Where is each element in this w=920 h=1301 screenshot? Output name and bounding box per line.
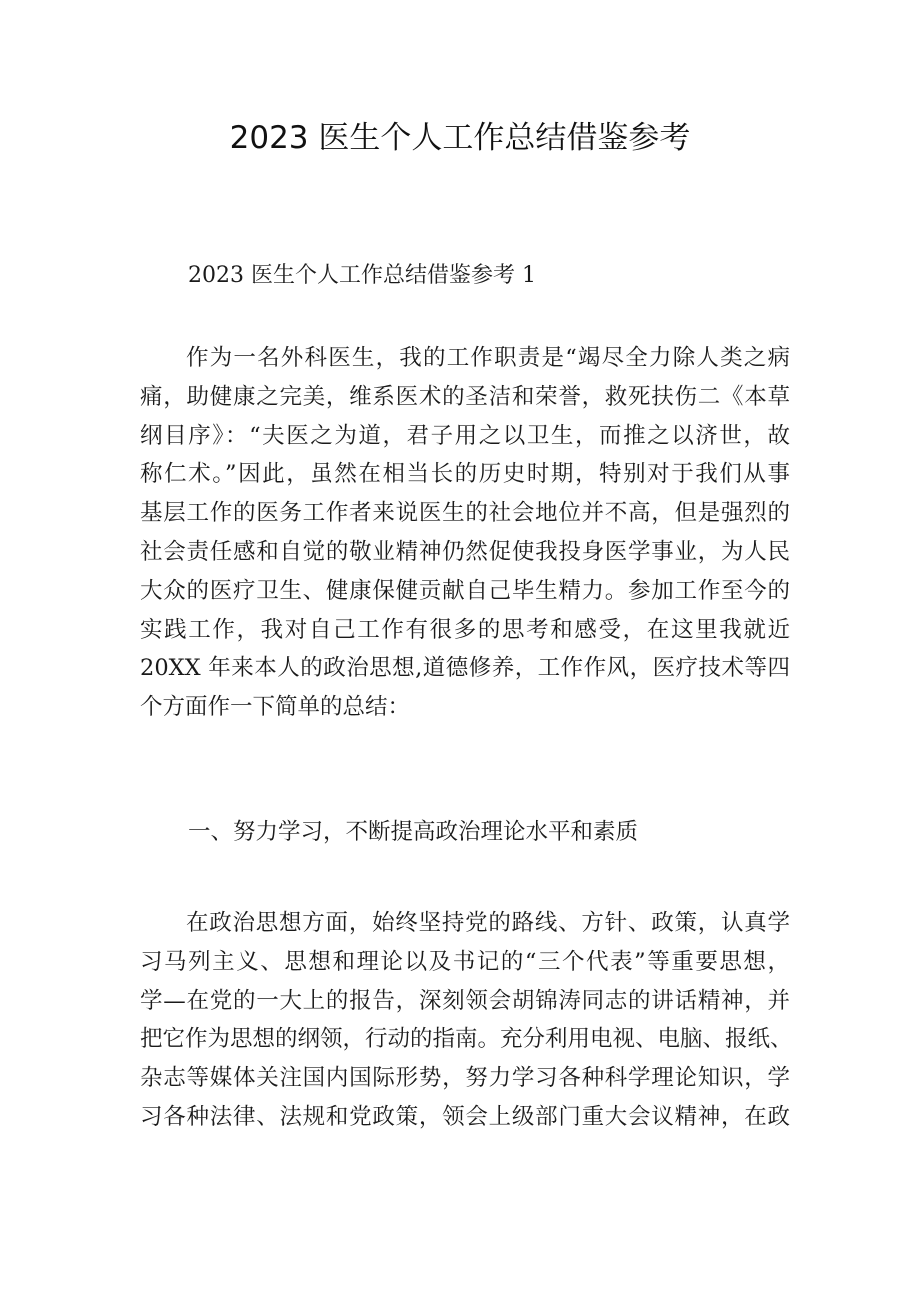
document-title: 2023 医生个人工作总结借鉴参考	[229, 120, 691, 156]
paragraph-line: 学—在党的一大上的报告，深刻领会胡锦涛同志的讲话精神，并	[140, 987, 790, 1014]
paragraph-line: 在政治思想方面，始终坚持党的路线、方针、政策，认真学	[186, 910, 790, 936]
paragraph-line: 社会责任感和自觉的敬业精神仍然促使我投身医学事业，为人民	[140, 538, 790, 565]
paragraph-line: 个方面作一下简单的总结：	[140, 694, 411, 721]
paragraph-political	[140, 904, 793, 1137]
paragraph-intro	[140, 339, 790, 727]
paragraph-line: 杂志等媒体关注国内国际形势，努力学习各种科学理论知识，学	[140, 1065, 790, 1092]
paragraph-line: 20XX 年来本人的政治思想,道德修养，工作作风，医疗技术等四	[140, 655, 790, 682]
paragraph-line: 大众的医疗卫生、健康保健贡献自己毕生精力。参加工作至今的	[140, 577, 790, 604]
paragraph-line: 基层工作的医务工作者来说医生的社会地位并不高，但是强烈的	[140, 500, 790, 527]
paragraph-line: 称仁术。”因此，虽然在相当长的历史时期，特别对于我们从事	[140, 461, 790, 488]
paragraph-line: 把它作为思想的纲领，行动的指南。充分利用电视、电脑、报纸、	[140, 1026, 793, 1053]
paragraph-line: 痛，助健康之完美，维系医术的圣洁和荣誉，救死扶伤二《本草	[140, 383, 790, 410]
document-subheading: 2023 医生个人工作总结借鉴参考 1	[188, 263, 536, 288]
paragraph-line: 作为一名外科医生，我的工作职责是“竭尽全力除人类之病	[186, 345, 790, 371]
paragraph-line: 习马列主义、思想和理论以及书记的“三个代表”等重要思想，	[140, 948, 790, 975]
paragraph-line: 纲目序》：“夫医之为道，君子用之以卫生，而推之以济世，故	[140, 422, 790, 449]
section-heading: 一、努力学习，不断提高政治理论水平和素质	[188, 819, 639, 845]
paragraph-line: 实践工作，我对自己工作有很多的思考和感受，在这里我就近	[140, 616, 790, 643]
paragraph-line: 习各种法律、法规和党政策，领会上级部门重大会议精神，在政	[140, 1103, 790, 1130]
